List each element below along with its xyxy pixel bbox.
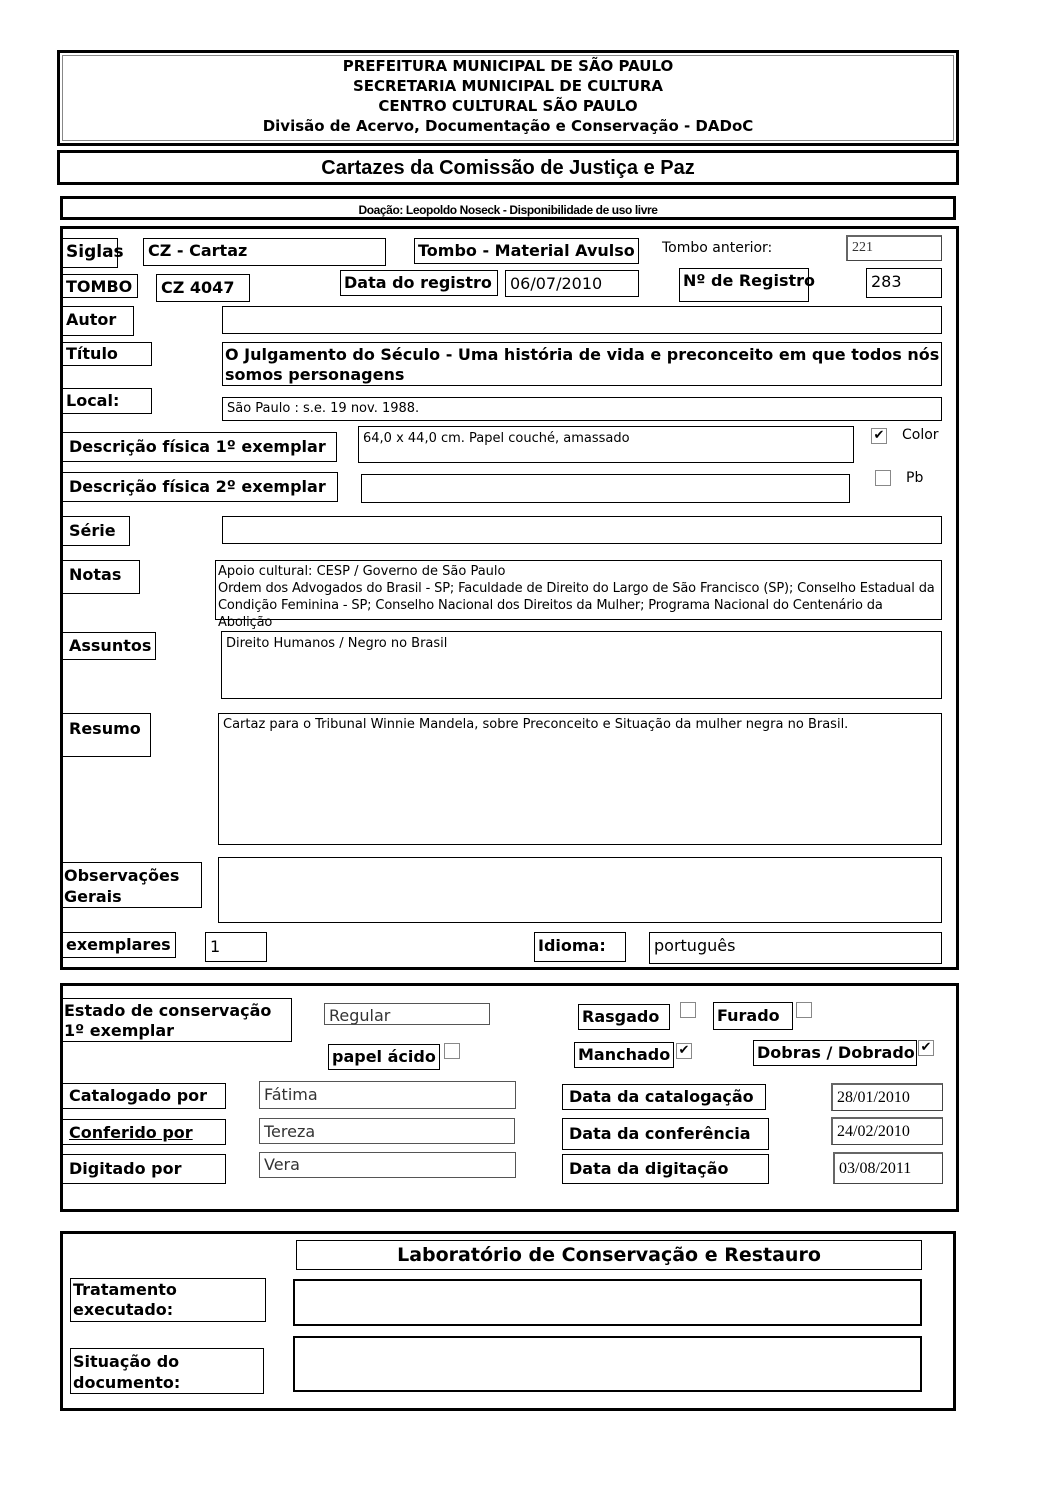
exemplares-label: exemplares	[62, 932, 176, 958]
digitado-label: Digitado por	[62, 1154, 226, 1184]
lab-title-box	[296, 1240, 922, 1270]
assuntos-field[interactable]: Direito Humanos / Negro no Brasil	[221, 631, 942, 699]
institution-header	[57, 50, 959, 146]
data-digitacao-field[interactable]: 03/08/2011	[833, 1152, 943, 1184]
collection-title-box	[57, 150, 959, 185]
conferido-field[interactable]: Tereza	[259, 1118, 515, 1144]
dobras-checkbox[interactable]: ✔	[918, 1040, 934, 1056]
situacao-label	[70, 1348, 264, 1394]
situacao-field[interactable]	[293, 1336, 922, 1392]
header-line-4: Divisão de Acervo, Documentação e Conservação - DADoC	[262, 117, 754, 135]
desc2-label: Descrição física 2º exemplar	[62, 472, 338, 502]
tratamento-field[interactable]	[293, 1279, 922, 1326]
data-registro-label: Data do registro	[340, 270, 498, 296]
siglas-value[interactable]: CZ - Cartaz	[143, 238, 386, 266]
autor-label: Autor	[62, 306, 134, 336]
desc1-field[interactable]: 64,0 x 44,0 cm. Papel couché, amassado	[358, 426, 854, 463]
data-registro-value[interactable]: 06/07/2010	[505, 270, 639, 297]
n-registro-value[interactable]: 283	[866, 268, 942, 298]
titulo-field[interactable]	[222, 342, 942, 386]
obs-label-line-1: Observações	[64, 866, 180, 885]
rasgado-label: Rasgado	[578, 1004, 670, 1030]
serie-label: Série	[62, 516, 130, 546]
furado-checkbox[interactable]	[796, 1002, 812, 1018]
tombo-anterior-field[interactable]: 221	[846, 235, 942, 261]
color-checkbox[interactable]: ✔	[871, 428, 887, 444]
catalogado-label: Catalogado por	[62, 1083, 226, 1109]
furado-label: Furado	[713, 1002, 793, 1030]
tombo-value[interactable]: CZ 4047	[156, 274, 250, 302]
notas-label: Notas	[62, 560, 140, 594]
obs-label-line-2: Gerais	[64, 887, 122, 906]
local-field[interactable]: São Paulo : s.e. 19 nov. 1988.	[222, 397, 942, 421]
header-line-1: PREFEITURA MUNICIPAL DE SÃO PAULO	[342, 57, 674, 75]
donation-text: Doação: Leopoldo Noseck - Disponibilidade de uso livre	[358, 203, 658, 217]
donation-box	[60, 196, 956, 220]
estado-label-line-1: Estado de conservação	[64, 1001, 272, 1020]
local-label: Local:	[62, 388, 152, 414]
papel-acido-checkbox[interactable]	[444, 1043, 460, 1059]
obs-label	[62, 862, 202, 908]
tratamento-label	[70, 1278, 266, 1322]
situacao-label-line-1: Situação do	[73, 1352, 180, 1371]
serie-field[interactable]	[222, 516, 942, 544]
n-registro-label: Nº de Registro	[679, 268, 809, 302]
tombo-anterior-label: Tombo anterior:	[662, 240, 773, 256]
color-label: Color	[902, 427, 939, 443]
lab-title: Laboratório de Conservação e Restauro	[397, 1244, 821, 1266]
siglas-label: Siglas	[62, 238, 118, 268]
notas-line-1: Apoio cultural: CESP / Governo de São Paulo	[218, 564, 506, 579]
tombo-label: TOMBO	[62, 274, 138, 298]
data-catalogacao-field[interactable]: 28/01/2010	[831, 1083, 943, 1111]
estado-label-line-2: 1º exemplar	[64, 1021, 175, 1040]
digitado-field[interactable]: Vera	[259, 1152, 516, 1178]
data-conferencia-label: Data da conferência	[562, 1118, 769, 1150]
pb-label: Pb	[906, 470, 924, 486]
header-line-2: SECRETARIA MUNICIPAL DE CULTURA	[352, 77, 664, 95]
data-digitacao-label: Data da digitação	[562, 1154, 769, 1184]
conferido-label: Conferido por	[62, 1119, 226, 1145]
assuntos-label: Assuntos	[62, 632, 156, 660]
resumo-field[interactable]: Cartaz para o Tribunal Winnie Mandela, sobre Preconceito e Situação da mulher negra no Brasil.	[218, 713, 942, 845]
rasgado-checkbox[interactable]	[680, 1002, 696, 1018]
estado-label	[62, 998, 292, 1042]
pb-checkbox[interactable]	[875, 470, 891, 486]
catalogado-field[interactable]: Fátima	[259, 1081, 516, 1109]
idioma-label: Idioma:	[534, 932, 626, 962]
data-conferencia-field[interactable]: 24/02/2010	[831, 1117, 943, 1145]
notas-line-2: Ordem dos Advogados do Brasil - SP; Faculdade de Direito do Largo de São Francisco (SP); Conselho Estadual da	[218, 581, 935, 596]
idioma-value[interactable]: português	[649, 932, 942, 964]
collection-title: Cartazes da Comissão de Justiça e Paz	[321, 157, 695, 179]
obs-field[interactable]	[218, 857, 942, 923]
manchado-label: Manchado	[574, 1042, 674, 1068]
titulo-line-1: O Julgamento do Século - Uma história de vida e preconceito em que todos nós	[225, 345, 940, 364]
notas-line-3: Condição Feminina - SP; Conselho Nacional dos Direitos da Mulher; Programa Nacional do Centenário da Abolição	[218, 598, 883, 630]
desc1-label: Descrição física 1º exemplar	[62, 432, 337, 462]
tombo-material-label: Tombo - Material Avulso	[414, 238, 639, 264]
data-catalogacao-label: Data da catalogação	[562, 1084, 766, 1110]
resumo-label: Resumo	[62, 713, 151, 757]
tratamento-label-line-1: Tratamento	[73, 1280, 177, 1299]
manchado-checkbox[interactable]: ✔	[676, 1043, 692, 1059]
notas-field[interactable]	[215, 560, 942, 630]
titulo-label: Título	[62, 342, 152, 366]
dobras-label: Dobras / Dobrado	[753, 1040, 917, 1066]
desc2-field[interactable]	[361, 474, 850, 503]
situacao-label-line-2: documento:	[73, 1373, 181, 1392]
exemplares-value[interactable]: 1	[205, 932, 267, 962]
header-line-3: CENTRO CULTURAL SÃO PAULO	[378, 97, 638, 115]
autor-field[interactable]	[222, 306, 942, 334]
estado-field[interactable]: Regular	[324, 1003, 490, 1025]
titulo-line-2: somos personagens	[225, 365, 405, 384]
tratamento-label-line-2: executado:	[73, 1300, 174, 1319]
papel-acido-label: papel ácido	[328, 1044, 440, 1070]
